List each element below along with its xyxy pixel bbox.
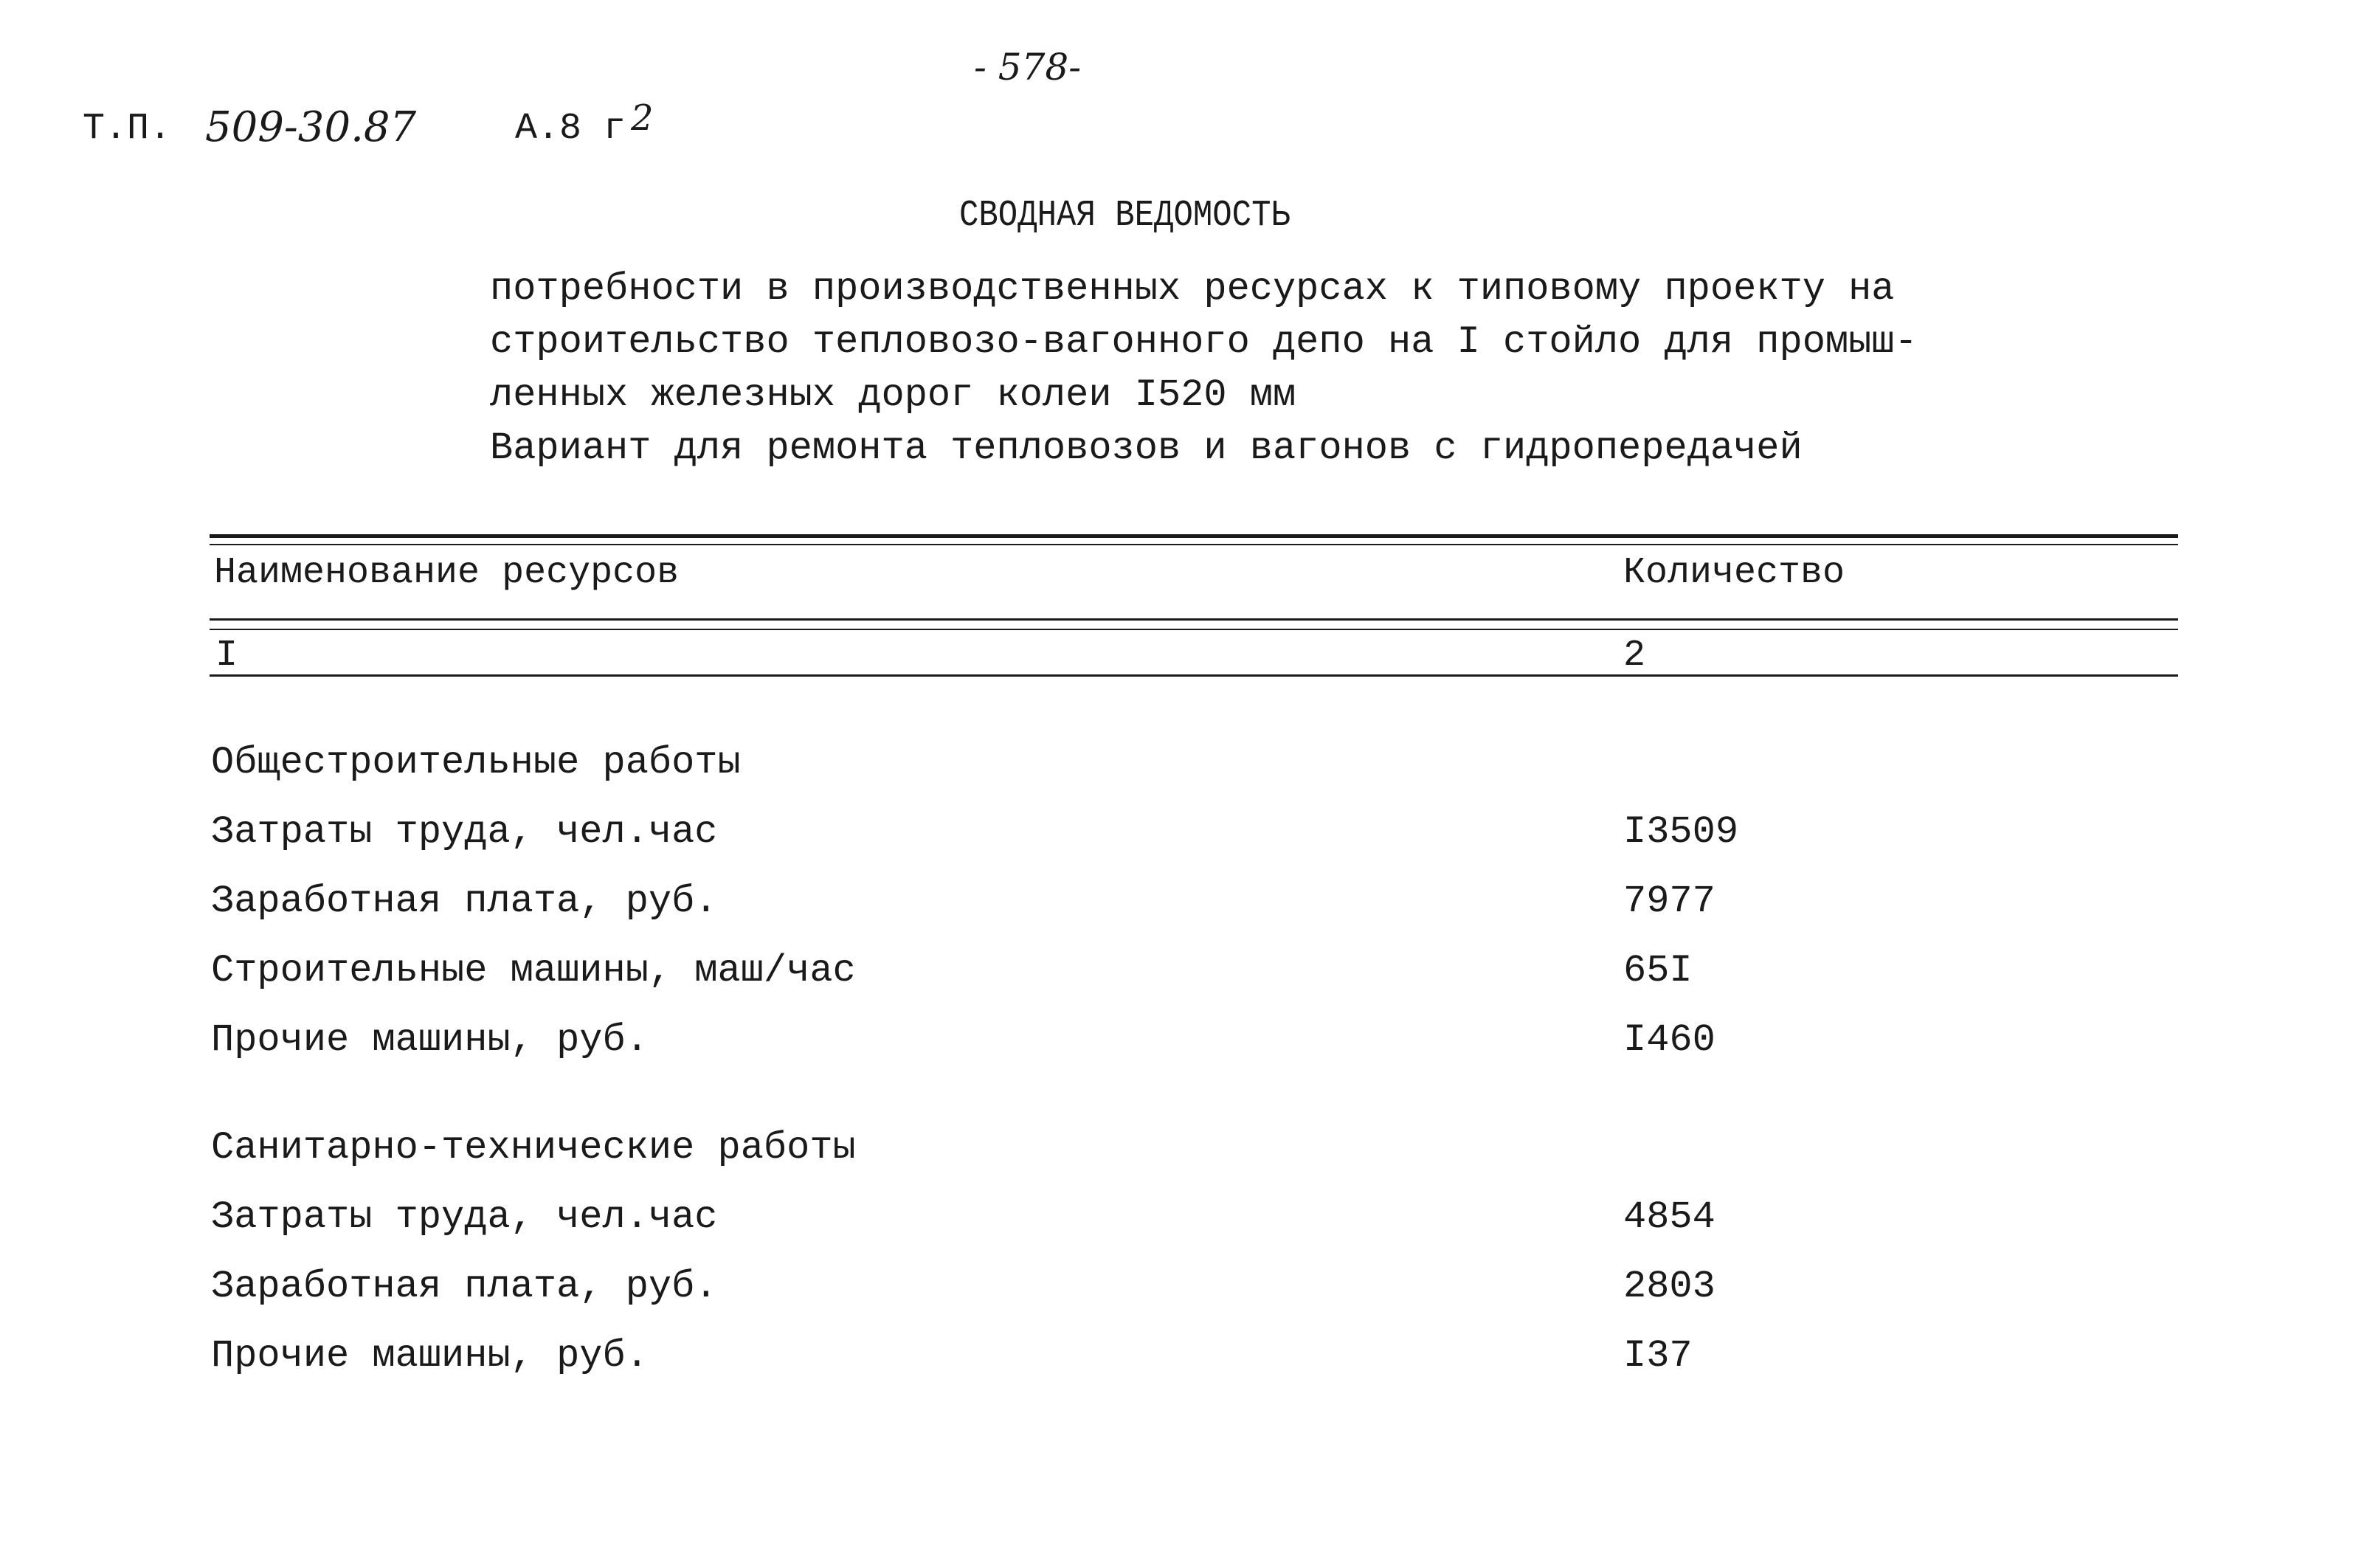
row-value: I37 bbox=[1623, 1334, 1693, 1378]
section-title: Общестроительные работы bbox=[211, 741, 741, 784]
subtitle-line-4: Вариант для ремонта тепловозов и вагонов с гидропередачей bbox=[490, 426, 1803, 470]
subtitle-line-2: строительство тепловозо-вагонного депо на I стойло для промыш- bbox=[490, 320, 1918, 364]
subtitle-line-3: ленных железных дорог колеи I520 мм bbox=[490, 373, 1296, 417]
column-number-1: I bbox=[215, 635, 238, 677]
row-value: I460 bbox=[1623, 1018, 1715, 1062]
column-number-2: 2 bbox=[1623, 635, 1646, 677]
column-header-name: Наименование ресурсов bbox=[214, 552, 680, 594]
row-value: 7977 bbox=[1623, 880, 1715, 923]
row-label: Затраты труда, чел.час bbox=[211, 810, 718, 854]
table-top-rule-thin bbox=[210, 544, 2178, 545]
album-label: А.8 г bbox=[515, 108, 626, 150]
section-title: Санитарно-технические работы bbox=[211, 1126, 856, 1170]
header-divider-rule bbox=[210, 618, 2178, 621]
column-number-rule bbox=[210, 674, 2178, 677]
page-number: - 578- bbox=[974, 46, 1082, 89]
header-divider-rule-thin bbox=[210, 629, 2178, 630]
document-title: СВОДНАЯ ВЕДОМОСТЬ bbox=[959, 195, 1290, 237]
row-label: Прочие машины, руб. bbox=[211, 1018, 649, 1062]
album-superscript: 2 bbox=[631, 97, 654, 139]
table-top-rule bbox=[210, 534, 2178, 538]
row-label: Прочие машины, руб. bbox=[211, 1334, 649, 1378]
row-label: Строительные машины, маш/час bbox=[211, 949, 856, 992]
project-label: Т.П. bbox=[83, 108, 172, 150]
row-label: Заработная плата, руб. bbox=[211, 1265, 718, 1308]
row-value: 4854 bbox=[1623, 1195, 1715, 1239]
row-value: 65I bbox=[1623, 949, 1693, 992]
row-value: I3509 bbox=[1623, 810, 1739, 854]
column-header-quantity: Количество bbox=[1623, 552, 1845, 594]
row-label: Заработная плата, руб. bbox=[211, 880, 718, 923]
subtitle-line-1: потребности в производственных ресурсах к типовому проекту на bbox=[490, 267, 1895, 311]
row-value: 2803 bbox=[1623, 1265, 1715, 1308]
row-label: Затраты труда, чел.час bbox=[211, 1195, 718, 1239]
project-number: 509-30.87 bbox=[205, 103, 417, 151]
